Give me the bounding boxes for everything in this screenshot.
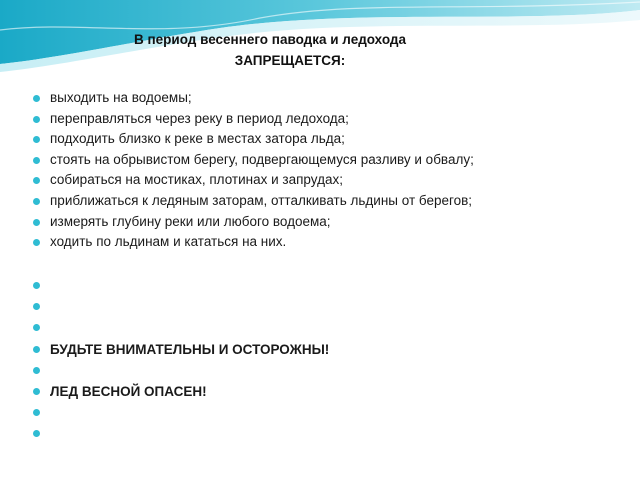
slide-subtitle: ЗАПРЕЩАЕТСЯ:: [234, 53, 346, 68]
bullet-icon: [33, 157, 40, 164]
list-item: [33, 170, 633, 191]
warning-careful: [33, 339, 633, 360]
list-item-text: подходить близко к реке в местах затора льда;: [50, 131, 345, 147]
list-item: [33, 129, 633, 150]
list-item: [33, 232, 633, 253]
warning-text: БУДЬТЕ ВНИМАТЕЛЬНЫ И ОСТОРОЖНЫ!: [50, 341, 330, 357]
warning-ice-danger: [33, 381, 633, 402]
list-item: [33, 191, 633, 212]
list-item: [33, 317, 633, 338]
list-item: [33, 109, 633, 130]
bullet-icon: [33, 282, 40, 289]
list-item-text: стоять на обрывистом берегу, подвергающемуся разливу и обвалу;: [50, 151, 474, 167]
bullet-icon: [33, 409, 40, 416]
list-item: [33, 88, 633, 109]
bullet-icon: [33, 367, 40, 374]
list-item-text: переправляться через реку в период ледохода;: [50, 110, 349, 126]
list-item-text: собираться на мостиках, плотинах и запрудах;: [50, 172, 343, 188]
list-item: [33, 360, 633, 381]
rules-list: [33, 88, 633, 253]
bullet-icon: [33, 116, 40, 123]
bullet-icon: [33, 239, 40, 246]
list-item-text: ходить по льдинам и кататься на них.: [50, 234, 287, 250]
bullet-icon: [33, 346, 40, 353]
bullet-icon: [33, 198, 40, 205]
list-item-text: выходить на водоемы;: [50, 90, 192, 105]
bullet-icon: [33, 219, 40, 226]
list-item: [33, 212, 633, 233]
slide-title: В период весеннего паводка и ледохода: [133, 32, 406, 47]
warning-text: ЛЕД ВЕСНОЙ ОПАСЕН!: [50, 383, 207, 399]
list-item: [33, 402, 633, 423]
bullet-icon: [33, 136, 40, 143]
list-item-text: измерять глубину реки или любого водоема;: [50, 213, 331, 229]
bullet-icon: [33, 95, 40, 102]
warning-list: [33, 275, 633, 445]
bullet-icon: [33, 324, 40, 331]
list-item-text: приближаться к ледяным заторам, отталкивать льдины от берегов;: [50, 192, 473, 208]
bullet-icon: [33, 303, 40, 310]
list-item: [33, 150, 633, 171]
list-item: [33, 423, 633, 444]
bullet-icon: [33, 177, 40, 184]
bullet-icon: [33, 388, 40, 395]
bullet-icon: [33, 430, 40, 437]
list-item: [33, 275, 633, 296]
list-item: [33, 296, 633, 317]
